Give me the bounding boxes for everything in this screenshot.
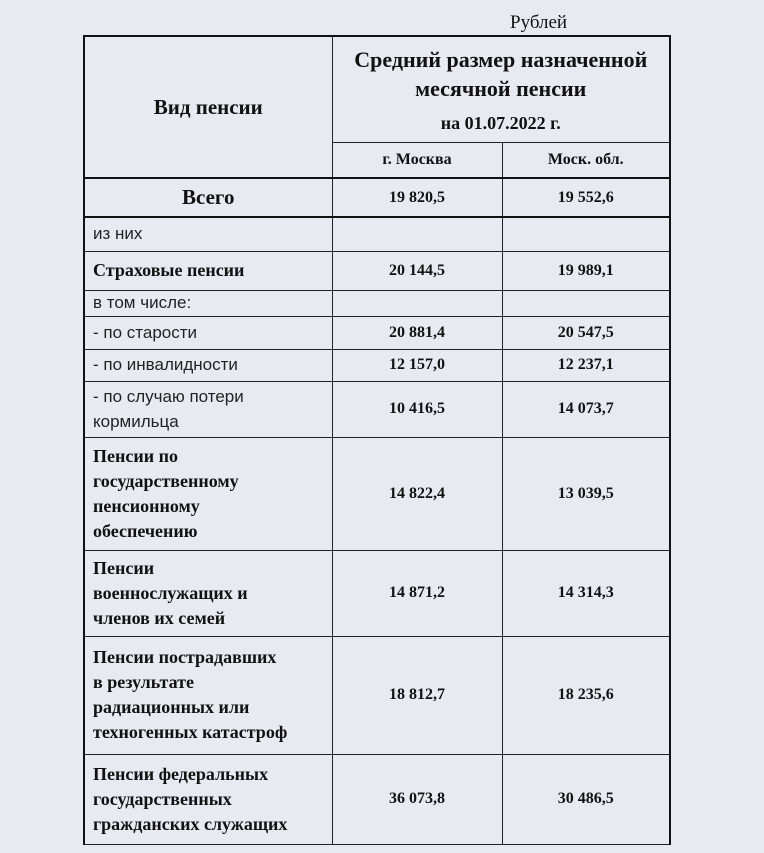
row-value-region: 14 073,7 (502, 381, 670, 437)
row-value-region: 19 552,6 (502, 178, 670, 217)
units-label: Рублей (510, 12, 568, 33)
table-row (84, 349, 670, 381)
row-label-line: Пенсии (93, 557, 155, 578)
pension-table (83, 35, 671, 845)
row-value-region: 18 235,6 (502, 636, 670, 754)
header-date: на 01.07.2022 г. (440, 113, 561, 133)
row-label-line: кормильца (93, 412, 179, 431)
row-value-moscow: 14 822,4 (332, 437, 502, 550)
row-label-line: в результате (93, 672, 194, 692)
row-label (84, 636, 332, 754)
table-row (84, 290, 670, 316)
row-label (84, 437, 332, 550)
row-value-moscow: 20 881,4 (332, 316, 502, 349)
row-label: Всего (84, 178, 332, 217)
table-row (84, 217, 670, 251)
row-value-moscow: 14 871,2 (332, 550, 502, 636)
row-label-line: государственных (93, 788, 232, 809)
row-value-region: 19 989,1 (502, 251, 670, 290)
row-label-line: Пенсии федеральных (93, 763, 269, 784)
row-label-line: Пенсии пострадавших (93, 647, 277, 667)
row-value-region: 13 039,5 (502, 437, 670, 550)
row-value-moscow: 36 073,8 (332, 754, 502, 844)
row-label-line: государственному (93, 470, 239, 491)
row-label-line: - по случаю потери (93, 387, 244, 406)
header-main (332, 36, 670, 143)
row-label (84, 381, 332, 437)
row-label (84, 754, 332, 844)
row-label-line: обеспечению (93, 520, 198, 541)
row-value-region: 20 547,5 (502, 316, 670, 349)
row-label: из них (84, 217, 332, 251)
header-row (84, 36, 670, 143)
row-label-line: радиационных или (93, 697, 250, 717)
row-value-region: 12 237,1 (502, 349, 670, 381)
header-main-line1: Средний размер назначенной (354, 47, 648, 72)
row-value-moscow (332, 290, 502, 316)
row-label-line: военнослужащих и (93, 582, 248, 603)
row-value-moscow: 18 812,7 (332, 636, 502, 754)
row-value-moscow: 20 144,5 (332, 251, 502, 290)
row-label-line: пенсионному (93, 495, 200, 516)
row-value-moscow: 10 416,5 (332, 381, 502, 437)
table-row (84, 550, 670, 636)
row-label: - по старости (84, 316, 332, 349)
table-row (84, 437, 670, 550)
header-type: Вид пенсии (84, 36, 332, 178)
row-label-line: членов их семей (93, 607, 226, 628)
row-label-line: гражданских служащих (93, 813, 288, 834)
header-col-region: Моск. обл. (502, 143, 670, 179)
row-label-line: техногенных катастроф (93, 722, 288, 742)
row-value-moscow: 12 157,0 (332, 349, 502, 381)
table-row (84, 251, 670, 290)
table-row (84, 178, 670, 217)
row-value-moscow: 19 820,5 (332, 178, 502, 217)
row-value-region (502, 290, 670, 316)
table-row (84, 381, 670, 437)
header-col-moscow: г. Москва (332, 143, 502, 179)
row-value-region: 14 314,3 (502, 550, 670, 636)
row-label: - по инвалидности (84, 349, 332, 381)
row-value-moscow (332, 217, 502, 251)
row-value-region (502, 217, 670, 251)
table-row (84, 316, 670, 349)
table-row (84, 754, 670, 844)
row-label: Страховые пенсии (84, 251, 332, 290)
row-label: в том числе: (84, 290, 332, 316)
row-value-region: 30 486,5 (502, 754, 670, 844)
row-label-line: Пенсии по (93, 445, 178, 466)
header-main-line2: месячной пенсии (415, 76, 587, 101)
table-row (84, 636, 670, 754)
row-label (84, 550, 332, 636)
